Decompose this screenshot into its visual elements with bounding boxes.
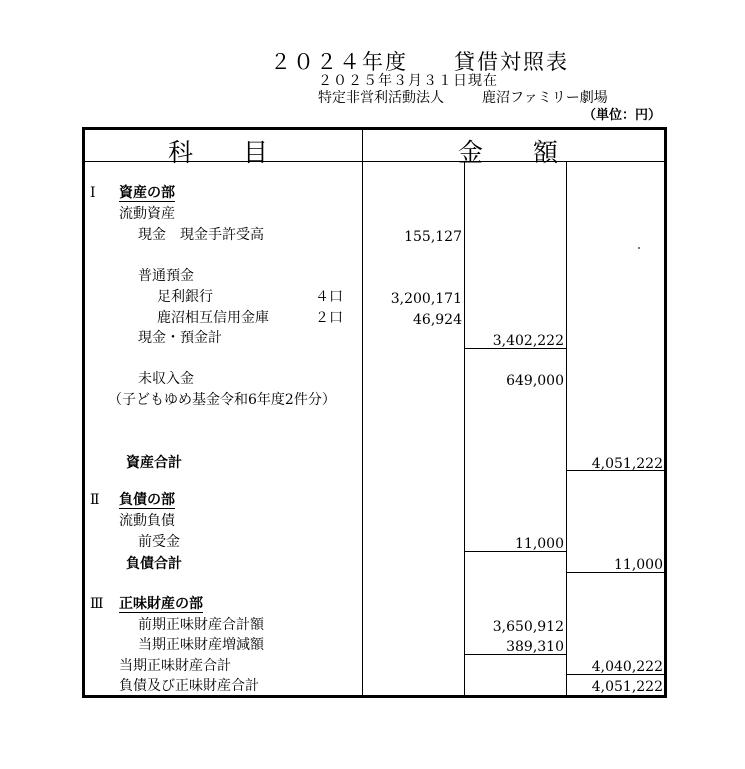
assets-total-value: 4,051,222 xyxy=(591,456,663,472)
bank2-label: 鹿沼相互信用金庫 xyxy=(157,310,269,326)
assets-total-label: 資産合計 xyxy=(126,455,182,471)
grand-total-value: 4,051,222 xyxy=(591,679,663,695)
prev-net-assets-value: 3,650,912 xyxy=(492,619,564,635)
liabilities-total-label: 負債合計 xyxy=(126,556,182,572)
net-change-label: 当期正味財産増減額 xyxy=(138,637,264,653)
org-name: 鹿沼ファミリー劇場 xyxy=(482,90,608,106)
liabilities-heading: 負債の部 xyxy=(119,492,175,508)
bank1-value: 3,200,171 xyxy=(390,291,462,307)
assets-roman: Ⅰ xyxy=(90,185,96,201)
as-of-date: ２０２５年３月３１日現在 xyxy=(318,73,498,89)
net-assets-heading: 正味財産の部 xyxy=(119,596,203,612)
net-assets-total-value: 4,040,222 xyxy=(591,659,663,675)
liabilities-roman: Ⅱ xyxy=(90,492,100,508)
liabilities-total-value: 11,000 xyxy=(614,557,663,573)
col-divider-1 xyxy=(362,127,363,698)
unit-label: （単位：円） xyxy=(583,108,662,123)
assets-heading: 資産の部 xyxy=(119,185,175,201)
net-assets-roman: Ⅲ xyxy=(90,596,104,612)
organization xyxy=(318,91,608,105)
bank2-count: ２口 xyxy=(315,310,343,326)
net-assets-total-label: 当期正味財産合計 xyxy=(119,658,231,674)
current-assets-label: 流動資産 xyxy=(119,206,175,222)
header-amount: 金 額 xyxy=(458,138,559,167)
bank2-value: 46,924 xyxy=(413,312,462,328)
col-divider-3 xyxy=(566,161,567,698)
table-border-top xyxy=(82,127,667,130)
receivable-label: 未収入金 xyxy=(138,371,194,387)
col-divider-2 xyxy=(464,161,465,698)
receivable-value: 649,000 xyxy=(506,373,564,389)
header-subject: 科 目 xyxy=(168,138,269,167)
advance-label: 前受金 xyxy=(138,534,180,550)
org-type: 特定非営利活動法人 xyxy=(318,90,444,106)
document-title xyxy=(270,52,569,73)
title-year: ２０２４年度 xyxy=(270,50,408,74)
cash-value: 155,127 xyxy=(404,229,462,245)
prev-net-assets-label: 前期正味財産合計額 xyxy=(138,617,264,633)
cash-total-value: 3,402,222 xyxy=(492,333,564,349)
advance-value: 11,000 xyxy=(515,536,564,552)
stray-dot xyxy=(638,247,640,249)
deposits-label: 普通預金 xyxy=(138,268,194,284)
bank1-count: ４口 xyxy=(315,289,343,305)
net-change-value: 389,310 xyxy=(506,639,564,655)
table-border-left xyxy=(82,127,85,698)
table-border-bottom xyxy=(82,695,667,698)
table-border-right xyxy=(664,127,667,698)
cash-total-label: 現金・預金計 xyxy=(138,330,222,346)
grand-total-label: 負債及び正味財産合計 xyxy=(119,678,259,694)
cash-label: 現金 現金手許受高 xyxy=(138,227,264,243)
bank1-label: 足利銀行 xyxy=(157,289,213,305)
receivable-note: （子どもゆめ基金令和6年度2件分） xyxy=(108,392,336,408)
title-name: 貸借対照表 xyxy=(454,50,569,74)
current-liabilities-label: 流動負債 xyxy=(119,513,175,529)
